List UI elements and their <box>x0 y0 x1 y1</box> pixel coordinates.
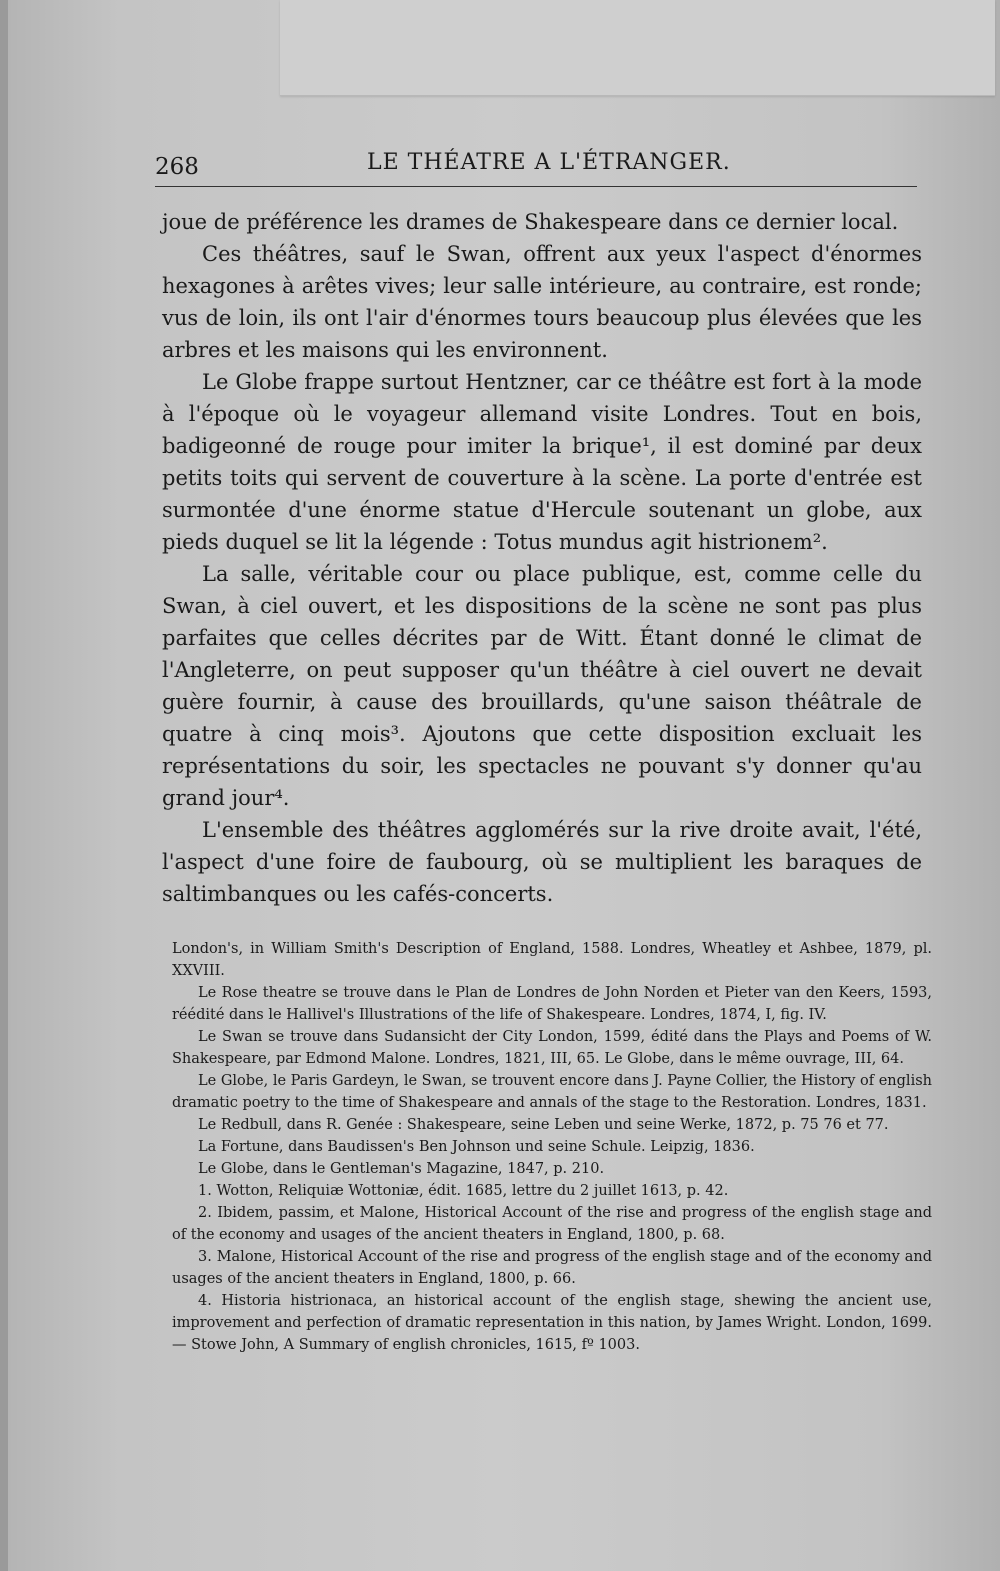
footnote-source-rose: Le Rose theatre se trouve dans le Plan de Londres de John Norden et Pieter van den Keers, 1593, réédité dans le Hallivel's Illustrations of the life of Shakespeare. Londres, 1874, I, fig. IV. <box>172 985 932 1023</box>
paragraph-3: Le Globe frappe surtout Hentzner, car ce théâtre est fort à la mode à l'époque où le voyageur allemand visite Londres. Tout en bois, badigeonné de rouge pour imiter la brique¹, il est dominé par deux petits toits qui servent de couverture à la scène. La porte d'entrée est surmontée d'une énorme statue d'Hercule soutenant un globe, aux pieds duquel se lit la légende : Totus mundus agit histrionem². <box>162 370 922 554</box>
footnote-source-london: London's, in William Smith's Description of England, 1588. Londres, Wheatley et Ashbee, 1879, pl. XXVIII. <box>172 941 932 979</box>
footnote-3: 3. Malone, Historical Account of the rise and progress of the english stage and of the economy and usages of the ancient theaters in England, 1800, p. 66. <box>172 1249 932 1287</box>
footnote-4: 4. Historia histrionaca, an historical account of the english stage, shewing the ancient use, improvement and perfection of dramatic representation in this nation, by James Wright. London, 1699. — Stowe John, A Summary of english chronicles, 1615, fº 1003. <box>172 1293 932 1353</box>
footnote-source-gentleman: Le Globe, dans le Gentleman's Magazine, 1847, p. 210. <box>198 1161 605 1177</box>
footnote-2: 2. Ibidem, passim, et Malone, Historical Account of the rise and progress of the english stage and of the economy and usages of the ancient theaters in England, 1800, p. 68. <box>172 1205 932 1243</box>
footnote-source-fortune: La Fortune, dans Baudissen's Ben Johnson und seine Schule. Leipzig, 1836. <box>198 1139 755 1155</box>
footnotes <box>172 938 932 1356</box>
paragraph-2: Ces théâtres, sauf le Swan, offrent aux yeux l'aspect d'énormes hexagones à arêtes vives; leur salle intérieure, au contraire, est ronde; vus de loin, ils ont l'air d'énormes tours beaucoup plus élevées que les arbres et les maisons qui les environnent. <box>162 242 922 362</box>
paragraph-5: L'ensemble des théâtres agglomérés sur la rive droite avait, l'été, l'aspect d'une foire de faubourg, où se multiplient les baraques de saltimbanques ou les cafés-concerts. <box>162 818 922 906</box>
running-title: LE THÉATRE A L'ÉTRANGER. <box>367 150 731 175</box>
footnote-source-globe: Le Globe, le Paris Gardeyn, le Swan, se trouvent encore dans J. Payne Collier, the History of english dramatic poetry to the time of Shakespeare and annals of the stage to the Restoration. Londres, 1831. <box>172 1073 932 1111</box>
footnote-source-redbull: Le Redbull, dans R. Genée : Shakespeare, seine Leben und seine Werke, 1872, p. 75 76 et 77. <box>198 1117 889 1133</box>
page-number: 268 <box>155 154 199 180</box>
body-text <box>162 206 922 910</box>
footnote-source-swan: Le Swan se trouve dans Sudansicht der City London, 1599, édité dans the Plays and Poems of W. Shakespeare, par Edmond Malone. Londres, 1821, III, 65. Le Globe, dans le même ouvrage, III, 64. <box>172 1029 932 1067</box>
page-edge-shadow <box>0 0 8 1571</box>
paragraph-1: joue de préférence les drames de Shakespeare dans ce dernier local. <box>162 210 899 234</box>
paragraph-4: La salle, véritable cour ou place publique, est, comme celle du Swan, à ciel ouvert, et les dispositions de la scène ne sont pas plus parfaites que celles décrites par de Witt. Étant donné le climat de l'Angleterre, on peut supposer qu'un théâtre à ciel ouvert ne devait guère fournir, à cause des brouillards, qu'une saison théâtrale de quatre à cinq mois³. Ajoutons que cette disposition excluait les représentations du soir, les spectacles ne pouvant s'y donner qu'au grand jour⁴. <box>162 562 922 810</box>
running-head <box>155 150 920 186</box>
header-rule <box>155 186 917 187</box>
paper-strip <box>280 0 995 96</box>
footnote-1: 1. Wotton, Reliquiæ Wottoniæ, édit. 1685, lettre du 2 juillet 1613, p. 42. <box>198 1183 729 1199</box>
